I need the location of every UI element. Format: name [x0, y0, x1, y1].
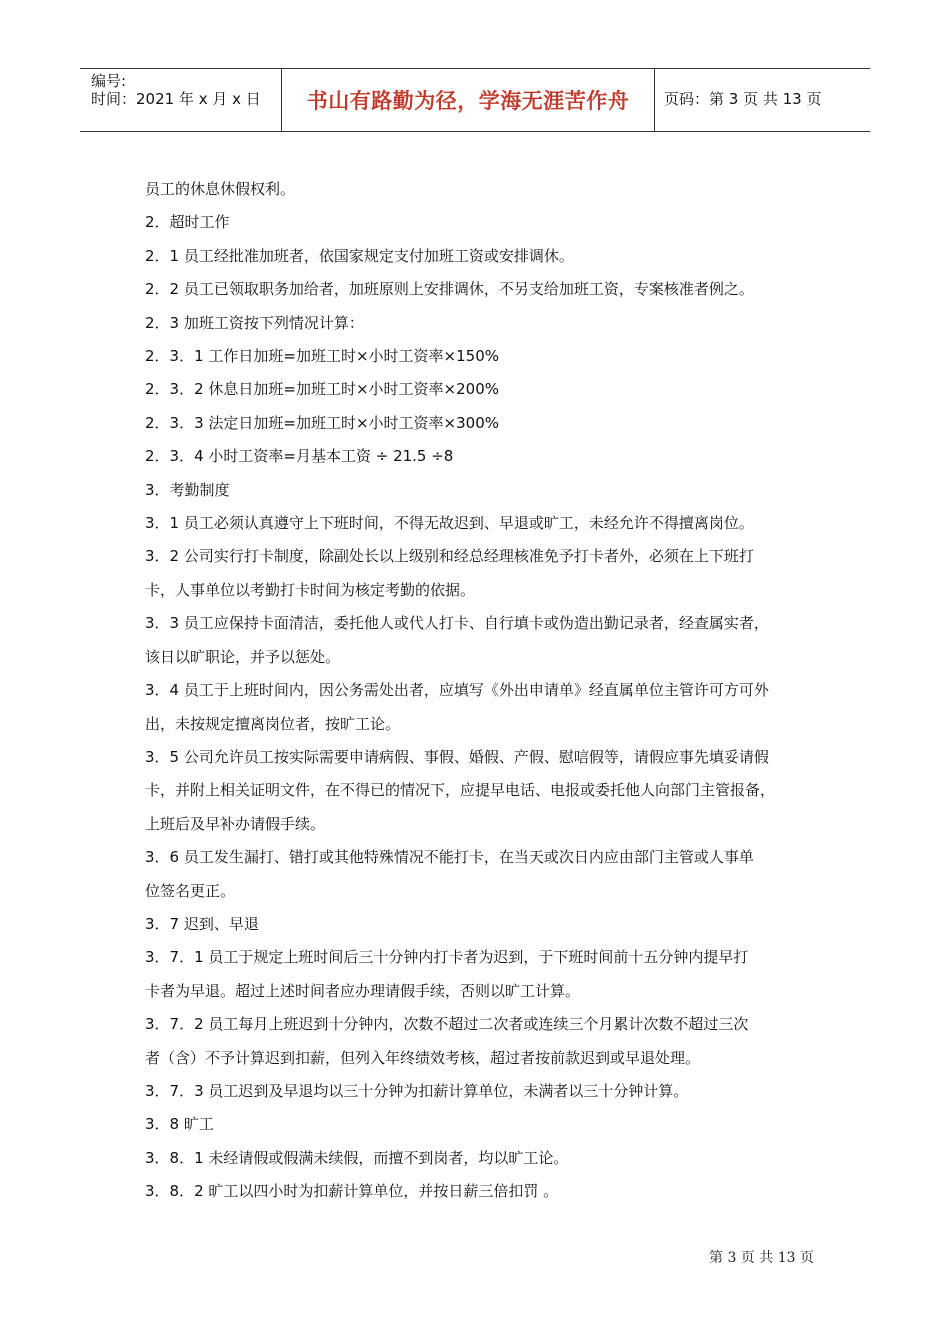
document-date-label: 时间：2021 年 x 月 x 日 [91, 90, 261, 108]
paragraph-line: 者（含）不予计算迟到扣薪，但列入年终绩效考核，超过者按前款迟到或早退处理。 [145, 1048, 701, 1067]
paragraph-line: 该日以旷职论，并予以惩处。 [145, 647, 341, 666]
paragraph-line: 3．5 公司允许员工按实际需要申请病假、事假、婚假、产假、慰唁假等，请假应事先填妥请假 [145, 747, 769, 766]
paragraph-line: 2．3 加班工资按下列情况计算： [145, 313, 364, 332]
page-header [80, 68, 870, 132]
page-footer-number: 第 3 页 共 13 页 [709, 1250, 814, 1266]
header-page-cell [654, 69, 870, 131]
paragraph-line: 3．8．2 旷工以四小时为扣薪计算单位，并按日薪三倍扣罚 。 [145, 1182, 559, 1201]
paragraph-line: 3．3 员工应保持卡面清洁，委托他人或代人打卡、自行填卡或伪造出勤记录者，经查属实者， [145, 614, 769, 633]
header-info-cell [80, 69, 280, 131]
paragraph-line: 位签名更正。 [145, 881, 236, 900]
section-heading: 3．7 迟到、早退 [145, 914, 259, 933]
paragraph-line: 3．7．2 员工每月上班迟到十分钟内，次数不超过二次者或连续三个月累计次数不超过三次 [145, 1015, 749, 1034]
paragraph-line: 2．3．2 休息日加班=加班工时×小时工资率×200% [145, 380, 499, 399]
paragraph-line: 3．1 员工必须认真遵守上下班时间，不得无故迟到、早退或旷工，未经允许不得擅离岗位。 [145, 514, 754, 533]
paragraph-line: 3．4 员工于上班时间内，因公务需处出者，应填写《外出申请单》经直属单位主管许可方可外 [145, 681, 769, 700]
paragraph-line: 2．3．1 工作日加班=加班工时×小时工资率×150% [145, 347, 499, 366]
section-heading: 3．8 旷工 [145, 1115, 214, 1134]
section-heading: 3．考勤制度 [145, 480, 230, 499]
paragraph-line: 卡，并附上相关证明文件，在不得已的情况下，应提早电话、电报或委托他人向部门主管报备， [145, 781, 776, 800]
header-motto: 书山有路勤为径，学海无涯苦作舟 [306, 89, 630, 113]
document-body [145, 173, 825, 1209]
paragraph-line: 卡者为早退。超过上述时间者应办理请假手续，否则以旷工计算。 [145, 981, 581, 1000]
header-motto-cell [281, 69, 655, 131]
paragraph-line: 2．1 员工经批准加班者，依国家规定支付加班工资或安排调休。 [145, 246, 574, 265]
paragraph-line: 3．2 公司实行打卡制度，除副处长以上级别和经总经理核准免予打卡者外，必须在上下班打 [145, 547, 754, 566]
paragraph-line: 2．3．4 小时工资率=月基本工资 ÷ 21.5 ÷8 [145, 447, 454, 466]
paragraph-line: 3．7．3 员工迟到及早退均以三十分钟为扣薪计算单位，未满者以三十分钟计算。 [145, 1081, 689, 1100]
paragraph-line: 3．8．1 未经请假或假满未续假，而擅不到岗者，均以旷工论。 [145, 1148, 569, 1167]
document-number-label: 编号: [91, 72, 127, 90]
paragraph-line: 3．7．1 员工于规定上班时间后三十分钟内打卡者为迟到，于下班时间前十五分钟内提早打 [145, 948, 749, 967]
paragraph-line: 上班后及早补办请假手续。 [145, 814, 326, 833]
paragraph-line: 卡，人事单位以考勤打卡时间为核定考勤的依据。 [145, 580, 476, 599]
section-heading: 2．超时工作 [145, 213, 230, 232]
header-page-code: 页码：第 3 页 共 13 页 [664, 90, 822, 108]
paragraph-line: 员工的休息休假权利。 [145, 180, 296, 198]
paragraph-line: 2．2 员工已领取职务加给者，加班原则上安排调休，不另支给加班工资，专案核准者例之。 [145, 280, 754, 299]
paragraph-line: 2．3．3 法定日加班=加班工时×小时工资率×300% [145, 413, 499, 432]
paragraph-line: 出，未按规定擅离岗位者，按旷工论。 [145, 714, 401, 733]
paragraph-line: 3．6 员工发生漏打、错打或其他特殊情况不能打卡，在当天或次日内应由部门主管或人事单 [145, 848, 754, 867]
